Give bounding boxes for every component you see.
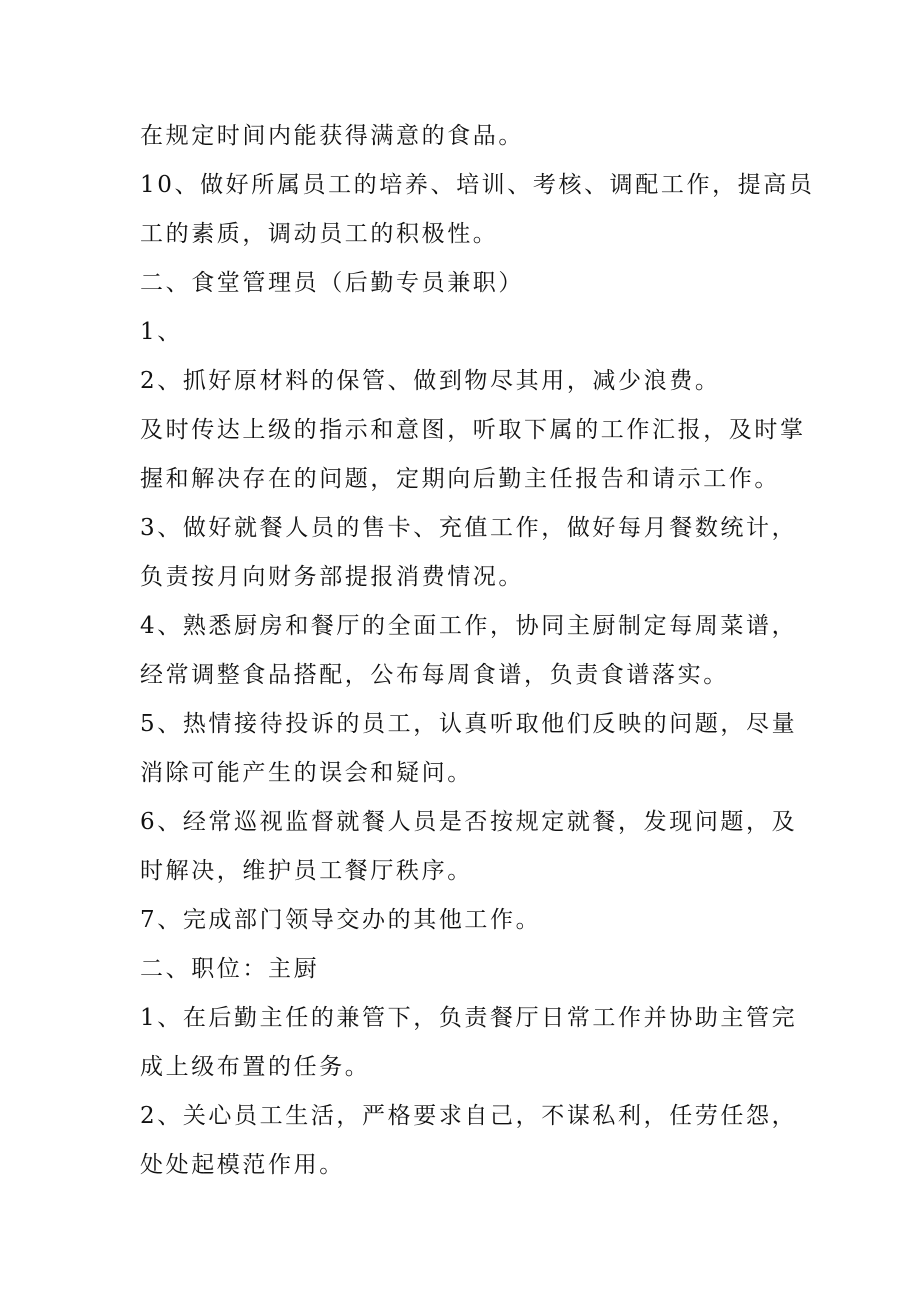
text-line: 1、 [140, 319, 183, 345]
text-line: 7、完成部门领导交办的其他工作。 [140, 907, 542, 933]
text-line: 1、在后勤主任的兼管下，负责餐厅日常工作并协助主管完 [140, 1005, 798, 1031]
text-line: 3、做好就餐人员的售卡、充值工作，做好每月餐数统计， [140, 515, 798, 541]
text-line: 处处起模范作用。 [140, 1152, 345, 1178]
text-line: 成上级布置的任务。 [140, 1054, 371, 1080]
text-line: 握和解决存在的问题，定期向后勤主任报告和请示工作。 [140, 466, 780, 492]
text-line: 及时传达上级的指示和意图，听取下属的工作汇报，及时掌 [140, 417, 806, 443]
text-line: 经常调整食品搭配，公布每周食谱，负责食谱落实。 [140, 662, 729, 688]
text-line: 在规定时间内能获得满意的食品。 [140, 123, 524, 149]
text-line: 2、关心员工生活，严格要求自己，不谋私利，任劳任怨， [140, 1103, 798, 1129]
text-line: 2、抓好原材料的保管、做到物尽其用，减少浪费。 [140, 368, 721, 394]
document-body [140, 112, 815, 1190]
text-line: 10、做好所属员工的培养、培训、考核、调配工作，提高员 [140, 172, 815, 198]
text-line: 时解决，维护员工餐厅秩序。 [140, 858, 473, 884]
section-heading: 二、食堂管理员（后勤专员兼职） [140, 270, 524, 296]
text-line: 5、热情接待投诉的员工，认真听取他们反映的问题，尽量 [140, 711, 798, 737]
text-line: 4、熟悉厨房和餐厅的全面工作，协同主厨制定每周菜谱， [140, 613, 798, 639]
text-line: 负责按月向财务部提报消费情况。 [140, 564, 524, 590]
text-line: 工的素质，调动员工的积极性。 [140, 221, 499, 247]
section-heading: 二、职位：主厨 [140, 956, 320, 982]
text-line: 6、经常巡视监督就餐人员是否按规定就餐，发现问题，及 [140, 809, 798, 835]
text-line: 消除可能产生的误会和疑问。 [140, 760, 473, 786]
